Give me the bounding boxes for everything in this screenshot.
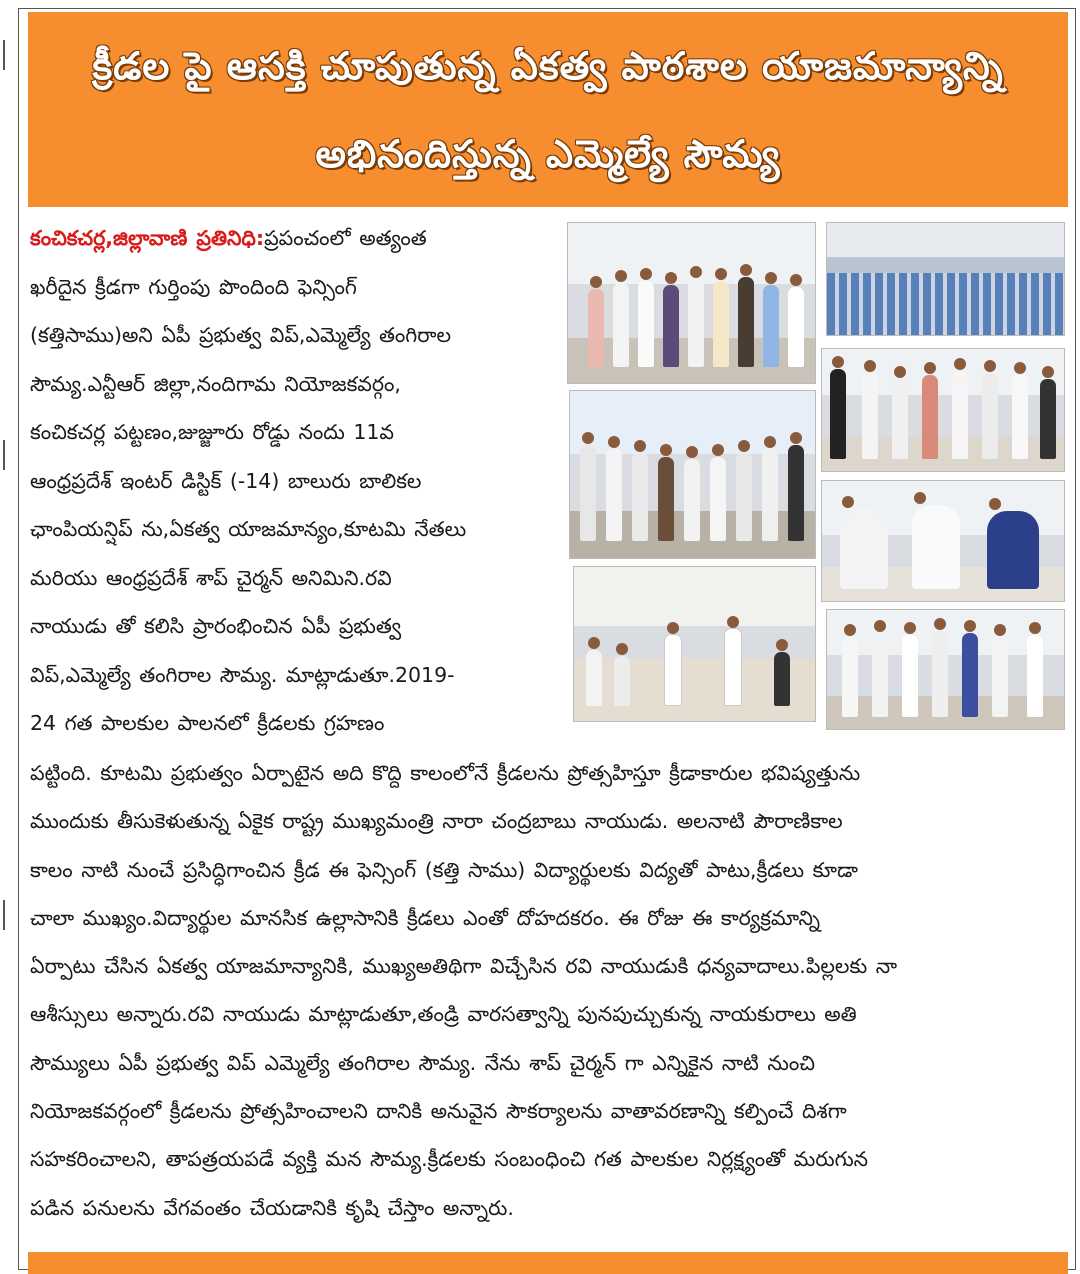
- photo-fencing-players-group: [821, 348, 1065, 472]
- article-line: ఖరీదైన క్రీడగా గుర్తింపు పొందింది ఫెన్సింగ్: [30, 274, 357, 299]
- margin-mark: [3, 40, 5, 70]
- photo-audience-students: [826, 222, 1065, 336]
- headline-line-1: క్రీడల పై ఆసక్తి చూపుతున్న ఏకత్వ పాఠశాల యాజమాన్యాన్ని: [92, 44, 1004, 88]
- photo-guests-lineup: [569, 390, 816, 559]
- headline-line-2: అభినందిస్తున్న ఎమ్మెల్యే సౌమ్య: [315, 132, 781, 176]
- article-line: సౌమ్య.ఎన్టీఆర్ జిల్లా,నందిగామ నియోజకవర్గం,: [30, 371, 401, 396]
- article-line: కంచికచర్ల,జిల్లావాణి ప్రతినిధి:ప్రపంచంలో అత్యంత: [30, 226, 427, 250]
- article-line: (కత్తిసాము)అని ఏపీ ప్రభుత్వ విప్,ఎమ్మెల్యే తంగిరాల: [30, 323, 452, 347]
- article-line: విప్,ఎమ్మెల్యే తంగిరాల సౌమ్య. మాట్లాడుతూ.2019-: [30, 662, 455, 687]
- article-column-text: [30, 214, 558, 748]
- margin-mark: [3, 440, 5, 470]
- photo-fencing-bout: [573, 566, 816, 722]
- article-line: ముందుకు తీసుకెళుతున్న ఏకైక రాష్ట్ర ముఖ్యమంత్రి నారా చంద్రబాబు నాయుడు. అలనాటి పౌరాణికాల: [30, 809, 843, 834]
- article-line: చాలా ముఖ్యం.విద్యార్థుల మానసిక ఉల్లాసానికి క్రీడలు ఎంతో దోహదకరం. ఈ రోజు ఈ కార్యక్రమాన్ని: [30, 905, 820, 930]
- article-line: సౌమ్యులు ఏపీ ప్రభుత్వ విప్ ఎమ్మెల్యే తంగిరాల సౌమ్య. నేను శాప్ చైర్మన్ గా ఎన్నికైన నాటి నుంచి: [30, 1050, 815, 1075]
- article-line: సహకరించాలని, తాపత్రయపడే వ్యక్తి మన సౌమ్య.క్రీడలకు సంబంధించి గత పాలకుల నిర్లక్ష్యంతో మరుగున: [30, 1147, 869, 1172]
- article-line: ఆంధ్రప్రదేశ్ ఇంటర్ డిస్టిక్ (-14) బాలురు బాలికల: [30, 468, 422, 493]
- article-line: 24 గత పాలకుల పాలనలో క్రీడలకు గ్రహణం: [30, 711, 385, 735]
- article-wide-text: [30, 749, 1050, 1232]
- photo-group-dignitaries: [567, 222, 816, 384]
- article-line: నియోజకవర్గంలో క్రీడలను ప్రోత్సహించాలని దానికి అనువైన సౌకర్యాలను వాతావరణాన్ని కల్పించే దిశగా: [30, 1099, 847, 1124]
- article-line: కంచికచర్ల పట్టణం,జుజ్జూరు రోడ్డు నందు 11వ: [30, 420, 394, 444]
- article-line: ఛాంపియన్షిప్ ను,ఏకత్వ యాజమాన్యం,కూటమి నేతలు: [30, 517, 467, 541]
- photo-mla-with-fencers: [826, 609, 1065, 730]
- margin-mark: [3, 900, 5, 930]
- article-line: ఆశీస్సులు అన్నారు.రవి నాయుడు మాట్లాడుతూ,తండ్రి వారసత్వాన్ని పునపుచ్చుకున్న నాయకురాలు అతి: [30, 1002, 857, 1027]
- bottom-banner-strip: [28, 1252, 1068, 1274]
- article-line: పడిన పనులను వేగవంతం చేయడానికి కృషి చేస్తాం అన్నారు.: [30, 1195, 514, 1220]
- article-line: మరియు ఆంధ్రప్రదేశ్ శాప్ చైర్మన్ అనిమిని.రవి: [30, 565, 392, 590]
- article-line: కాలం నాటి నుంచే ప్రసిద్ధిగాంచిన క్రీడ ఈ ఫెన్సింగ్ (కత్తి సాము) విద్యార్థులకు విద్యతో పాటు,క్రీడలు కూడా: [30, 857, 858, 882]
- article-line: ఏర్పాటు చేసిన ఏకత్వ యాజమాన్యానికి, ముఖ్యఅతిథిగా విచ్చేసిన రవి నాయుడుకి ధన్యవాదాలు.పిల్లలకు నా: [30, 954, 898, 979]
- article-line: నాయుడు తో కలిసి ప్రారంభించిన ఏపీ ప్రభుత్వ: [30, 614, 402, 638]
- photo-closeup-chief-guest: [821, 480, 1065, 602]
- headline-banner: [28, 12, 1068, 207]
- article-line: పట్టింది. కూటమి ప్రభుత్వం ఏర్పాటైన అది కొద్ది కాలంలోనే క్రీడలను ప్రోత్సహిస్తూ క్రీడాకారుల భవిష్యత్తును: [30, 761, 861, 785]
- dateline: కంచికచర్ల,జిల్లావాణి ప్రతినిధి:: [30, 226, 265, 250]
